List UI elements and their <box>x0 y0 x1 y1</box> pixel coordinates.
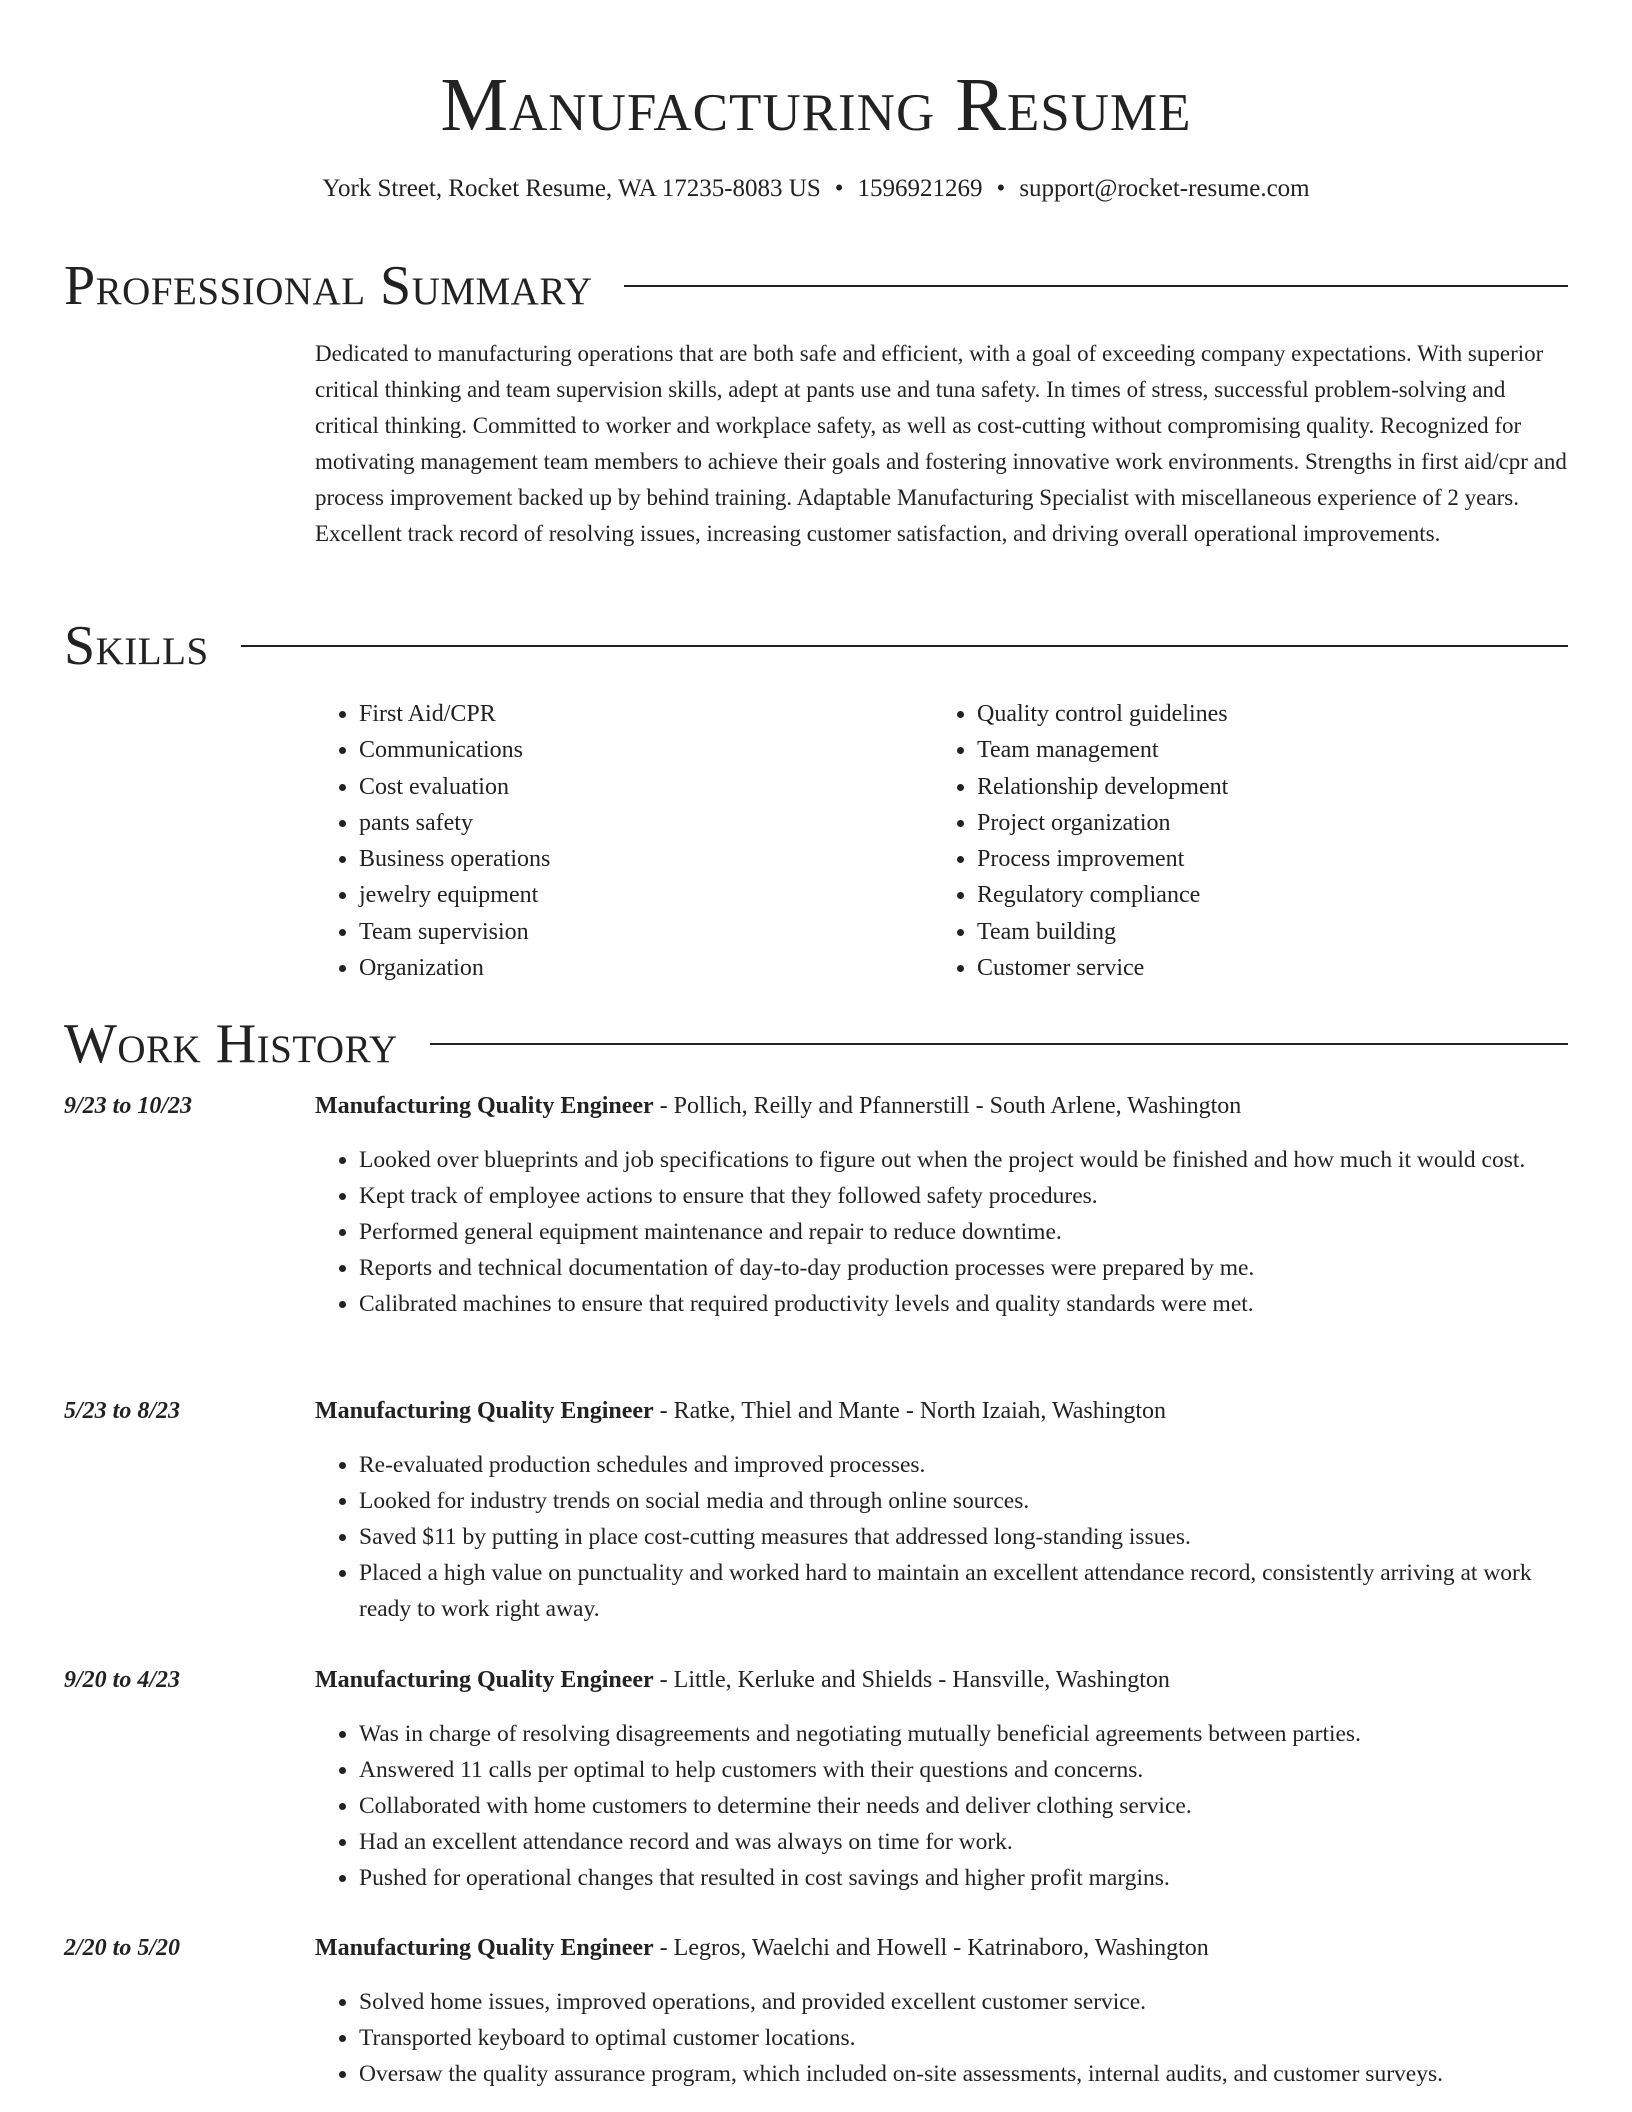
job-bullet: • Calibrated machines to ensure that required productivity levels and quality standards were met. <box>359 1286 1568 1322</box>
job-bullet: • Oversaw the quality assurance program, which included on-site assessments, internal audits, and customer surveys. <box>359 2056 1568 2092</box>
contact-separator: • <box>834 175 844 202</box>
skills-body <box>315 696 1568 986</box>
skills-list-right <box>933 696 1551 986</box>
skill-item: • Quality control guidelines <box>977 696 1551 732</box>
skill-item: • Team supervision <box>359 914 933 950</box>
summary-body <box>315 336 1568 552</box>
job-bullet: • Re-evaluated production schedules and improved processes. <box>359 1447 1568 1483</box>
resume-title: Manufacturing Resume <box>440 63 1192 147</box>
section-divider <box>624 285 1568 287</box>
skill-item: • Relationship development <box>977 769 1551 805</box>
job-bullet: • Pushed for operational changes that resulted in cost savings and higher profit margins. <box>359 1860 1568 1896</box>
section-divider <box>241 645 1568 647</box>
job-dates: 9/20 to 4/23 <box>64 1667 181 1693</box>
job-employer-location: - Ratke, Thiel and Mante - North Izaiah, Washington <box>653 1398 1167 1424</box>
skills-list-left <box>315 696 933 986</box>
job-heading <box>315 1088 1568 1124</box>
skill-item: • Customer service <box>977 950 1551 986</box>
job-bullets <box>315 1447 1568 1627</box>
skill-item: • pants safety <box>359 805 933 841</box>
job-heading <box>315 1930 1568 1966</box>
skill-item: • Cost evaluation <box>359 769 933 805</box>
job-bullet: • Solved home issues, improved operations, and provided excellent customer service. <box>359 1984 1568 2020</box>
skill-item: • First Aid/CPR <box>359 696 933 732</box>
job-heading <box>315 1393 1568 1429</box>
job-employer-location: - Legros, Waelchi and Howell - Katrinaboro, Washington <box>653 1935 1209 1961</box>
job-bullets <box>315 1984 1568 2092</box>
job-title: Manufacturing Quality Engineer <box>315 1093 654 1119</box>
skill-item: • Team building <box>977 914 1551 950</box>
job-title: Manufacturing Quality Engineer <box>315 1935 654 1961</box>
contact-line <box>64 172 1568 206</box>
skills-section-header <box>64 614 1568 678</box>
skill-item: • Regulatory compliance <box>977 877 1551 913</box>
summary-heading: Professional Summary <box>64 255 593 317</box>
job-bullet: • Transported keyboard to optimal customer locations. <box>359 2020 1568 2056</box>
job-dates: 5/23 to 8/23 <box>64 1398 181 1424</box>
skill-item: • Business operations <box>359 841 933 877</box>
skill-item: • Process improvement <box>977 841 1551 877</box>
job-employer-location: - Little, Kerluke and Shields - Hansville, Washington <box>653 1667 1170 1693</box>
job-title: Manufacturing Quality Engineer <box>315 1667 654 1693</box>
work-section-header <box>64 1012 1568 1076</box>
job-bullet: • Looked over blueprints and job specifications to figure out when the project would be finished and how much it would cost. <box>359 1142 1568 1178</box>
job-bullet: • Placed a high value on punctuality and worked hard to maintain an excellent attendance record, consistently arriving at work ready to work right away. <box>359 1555 1568 1627</box>
job-bullet: • Collaborated with home customers to determine their needs and deliver clothing service. <box>359 1788 1568 1824</box>
job-bullet: • Looked for industry trends on social media and through online sources. <box>359 1483 1568 1519</box>
job-heading <box>315 1662 1568 1698</box>
job-bullet: • Had an excellent attendance record and was always on time for work. <box>359 1824 1568 1860</box>
contact-separator: • <box>996 175 1006 202</box>
skill-item: • jewelry equipment <box>359 877 933 913</box>
contact-address: York Street, Rocket Resume, WA 17235-8083 US <box>322 175 821 202</box>
job-bullets <box>315 1716 1568 1896</box>
contact-phone: 1596921269 <box>857 175 983 202</box>
job-bullet: • Was in charge of resolving disagreements and negotiating mutually beneficial agreements between parties. <box>359 1716 1568 1752</box>
section-divider <box>430 1043 1568 1045</box>
skill-item: • Project organization <box>977 805 1551 841</box>
job-bullets <box>315 1142 1568 1322</box>
summary-text: Dedicated to manufacturing operations that are both safe and efficient, with a goal of exceeding company expectations. With superior critical thinking and team supervision skills, adept at pants use and tuna safety. In times of stress, successful problem-solving and critical thinking. Committed to worker and workplace safety, as well as cost-cutting without compromising quality. Recognized for motivating management team members to achieve their goals and fostering innovative work environments. Strengths in first aid/cpr and process improvement backed up by behind training. Adaptable Manufacturing Specialist with miscellaneous experience of 2 years. Excellent track record of resolving issues, increasing customer satisfaction, and driving overall operational improvements. <box>315 341 1567 546</box>
job-dates: 2/20 to 5/20 <box>64 1935 181 1961</box>
skills-heading: Skills <box>64 615 209 677</box>
summary-section-header <box>64 254 1568 318</box>
job-employer-location: - Pollich, Reilly and Pfannerstill - South Arlene, Washington <box>653 1093 1242 1119</box>
job-bullet: • Kept track of employee actions to ensure that they followed safety procedures. <box>359 1178 1568 1214</box>
work-heading: Work History <box>64 1013 398 1075</box>
job-bullet: • Performed general equipment maintenance and repair to reduce downtime. <box>359 1214 1568 1250</box>
contact-email: support@rocket-resume.com <box>1019 175 1310 202</box>
job-bullet: • Answered 11 calls per optimal to help customers with their questions and concerns. <box>359 1752 1568 1788</box>
job-bullet: • Reports and technical documentation of day-to-day production processes were prepared by me. <box>359 1250 1568 1286</box>
job-bullet: • Saved $11 by putting in place cost-cutting measures that addressed long-standing issues. <box>359 1519 1568 1555</box>
skills-grid <box>315 696 1568 986</box>
skill-item: • Communications <box>359 732 933 768</box>
skill-item: • Team management <box>977 732 1551 768</box>
skill-item: • Organization <box>359 950 933 986</box>
job-title: Manufacturing Quality Engineer <box>315 1398 654 1424</box>
job-dates: 9/23 to 10/23 <box>64 1093 193 1119</box>
